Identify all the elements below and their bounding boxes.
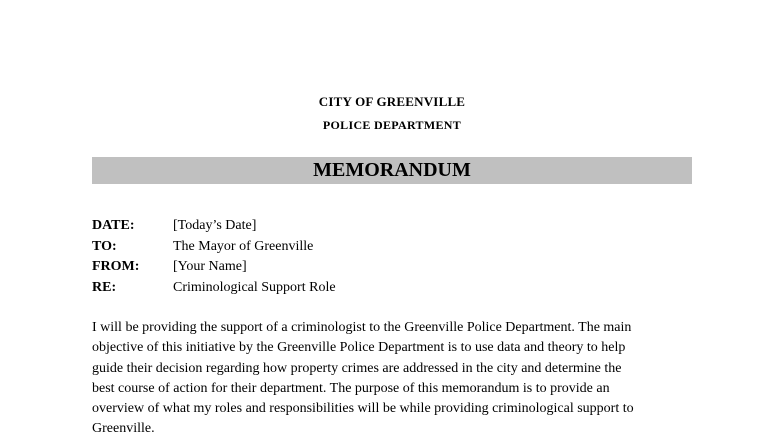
- re-row: [92, 278, 692, 299]
- date-row: [92, 216, 692, 237]
- organization-name: CITY OF GREENVILLE: [318, 94, 466, 109]
- date-label: DATE:: [92, 218, 135, 233]
- from-value: [Your Name]: [173, 259, 247, 274]
- memo-body-paragraph: [92, 318, 702, 440]
- from-label: FROM:: [92, 259, 140, 274]
- date-value: [Today’s Date]: [173, 218, 257, 233]
- re-label: RE:: [92, 279, 117, 295]
- memo-header-fields: [92, 216, 692, 298]
- body-line: Greenville.: [92, 421, 155, 437]
- body-line: best course of action for their department. The purpose of this memorandum is to provide an: [92, 380, 610, 396]
- body-line: objective of this initiative by the Greenville Police Department is to use data and theory to help: [92, 340, 626, 356]
- memorandum-banner: MEMORANDUM: [92, 157, 692, 184]
- to-value: The Mayor of Greenville: [173, 238, 314, 254]
- department-name: POLICE DEPARTMENT: [322, 118, 462, 132]
- re-value: Criminological Support Role: [173, 279, 336, 295]
- body-line: I will be providing the support of a criminologist to the Greenville Police Department. The main: [92, 320, 632, 335]
- body-line: overview of what my roles and responsibilities will be while providing criminological support to: [92, 401, 634, 417]
- body-line: guide their decision regarding how property crimes are addressed in the city and determine the: [92, 360, 622, 376]
- from-row: [92, 257, 692, 278]
- to-row: [92, 237, 692, 258]
- to-label: TO:: [92, 238, 117, 254]
